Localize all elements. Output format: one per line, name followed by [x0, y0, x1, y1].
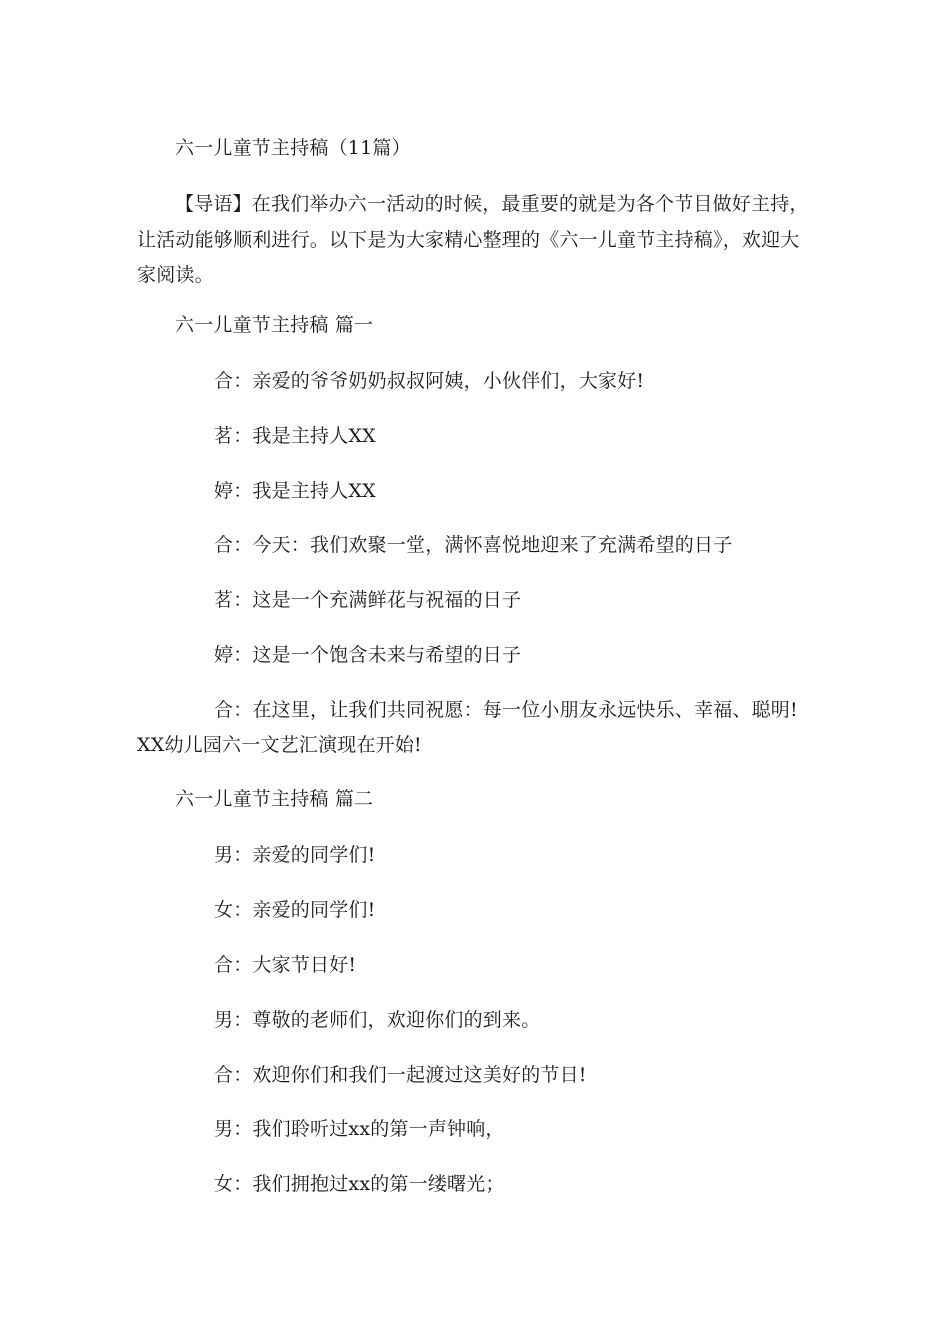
- script-line: 婷：我是主持人XX: [214, 480, 376, 502]
- script-line: 合：大家节日好!: [214, 954, 357, 976]
- script-line: 合：在这里，让我们共同祝愿：每一位小朋友永远快乐、幸福、聪明!: [214, 699, 798, 721]
- script-line-continuation: XX幼儿园六一文艺汇演现在开始!: [137, 734, 422, 756]
- script-line: 茗：我是主持人XX: [214, 425, 376, 447]
- section-heading-2: 六一儿童节主持稿 篇二: [175, 788, 374, 810]
- script-line: 女：亲爱的同学们!: [214, 899, 376, 921]
- script-line: 合：今天：我们欢聚一堂，满怀喜悦地迎来了充满希望的日子: [214, 534, 733, 556]
- script-line: 男：亲爱的同学们!: [214, 844, 376, 866]
- script-line: 男：尊敬的老师们，欢迎你们的到来。: [214, 1009, 541, 1031]
- script-line: 茗：这是一个充满鲜花与祝福的日子: [214, 589, 522, 611]
- script-line: 女：我们拥抱过xx的第一缕曙光；: [214, 1173, 505, 1195]
- intro-line-3: 家阅读。: [137, 264, 214, 286]
- intro-line-2: 让活动能够顺利进行。以下是为大家精心整理的《六一儿童节主持稿》，欢迎大: [137, 229, 800, 251]
- script-line: 男：我们聆听过xx的第一声钟响，: [214, 1118, 505, 1140]
- script-line: 婷：这是一个饱含未来与希望的日子: [214, 644, 522, 666]
- script-line: 合：亲爱的爷爷奶奶叔叔阿姨，小伙伴们，大家好!: [214, 370, 645, 392]
- document-title: 六一儿童节主持稿（11篇）: [175, 137, 411, 159]
- script-line: 合：欢迎你们和我们一起渡过这美好的节日!: [214, 1064, 587, 1086]
- intro-line-1: 【导语】在我们举办六一活动的时候，最重要的就是为各个节目做好主持，: [175, 193, 809, 215]
- section-heading-1: 六一儿童节主持稿 篇一: [175, 314, 374, 336]
